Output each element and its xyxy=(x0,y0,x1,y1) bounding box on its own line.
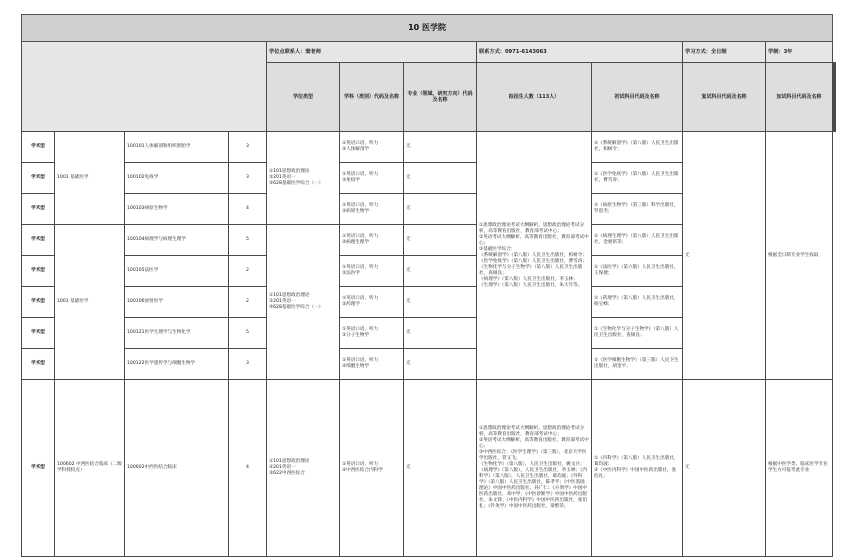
study-mode: 学习方式：全日制 xyxy=(683,42,766,63)
header-degree-type: 学位类型 xyxy=(267,63,340,132)
retest-subjects: ①英语口语、听力 ②人体解剖学 xyxy=(340,132,404,163)
prelim-subjects: ①101思想政治理论 ②201英语一 ③628基础医学综合（一） xyxy=(267,132,340,225)
blank-corner xyxy=(22,42,267,132)
header-extra-code: 加试科目代码及名称 xyxy=(766,63,833,132)
duration: 学制：3年 xyxy=(766,42,833,63)
header-enroll: 拟招生人数（113人） xyxy=(477,63,592,132)
extra-subjects: 无 xyxy=(404,225,477,256)
extra-subjects: 无 xyxy=(404,194,477,225)
major-cell: 100105法医学 xyxy=(125,256,229,287)
degree-type: 学术型 xyxy=(22,194,55,225)
enroll-count: 2 xyxy=(229,287,267,318)
note-cell: 根据中医学类、临床医学专业学生方可报考此专业 xyxy=(766,380,833,557)
retest-subjects: ①英语口语、听力 ②病原生物学 xyxy=(340,194,404,225)
table-row xyxy=(22,380,836,557)
prelim-references: ①思想政治理论考试大纲解析，思想政治理论考试分析，高等教育出版社，教育部考试中心； ②英语考试大纲解析，高等教育出版社，教育部考试中心； ③中西医综合：《医学生理学》（第三版），北京大学医学出版社，管又飞； 《生物化学》（第八版），人民卫生出版社，姚文兵；《病理学》（第八版），人民卫生出版社，李玉林；《内科学》（第八版），人民卫生出版社，葛均波；《外科学》（第八版）人民卫生出版社，陈孝平；《中医基础理论》中国中医药出版社，孙广仁；《方剂学》中国中医药出版社，邓中甲；《中医诊断学》中国中医药出版社，朱文锋；《中医内科学》中国中医药出版社，张伯礼；《针灸学》中国中医药出版社，梁繁荣。 xyxy=(477,380,592,557)
retest-subjects: ①英语口语、听力 ②法医学 xyxy=(340,256,404,287)
discipline-cell: 100602 中西医结合临床（二级学科授权点） xyxy=(55,380,125,557)
enroll-count: 5 xyxy=(229,225,267,256)
retest-references: ①《法医学》（第六版）人民卫生出版社，王保捷； xyxy=(592,256,683,287)
table-row xyxy=(22,132,836,163)
extra-subjects: 无 xyxy=(404,132,477,163)
admission-table xyxy=(21,14,836,557)
prelim-references: ①思想政治理论考试大纲解析，思想政治理论考试分析，高等教育出版社，教育部考试中心； ②英语考试大纲解析，高等教育出版社，教育部考试中心； ③基础医学综合： 《系统解剖学》（第八版）人民卫生出版社，柏树令； 《医学免疫学》（第八版）人民卫生出版社，曹雪涛； 《生物化学与分子生物学》（第八版）人民卫生出版社，查锡良； 《病理学》（第八版）人民卫生出版社，李玉林； 《生理学》（第八版）人民卫生出版社，朱大年等。 xyxy=(477,132,592,380)
header-discipline: 学科（类别）代码及名称 xyxy=(340,63,404,132)
degree-type: 学术型 xyxy=(22,225,55,256)
retest-subjects: ①英语口语、听力 ②细胞生物学 xyxy=(340,349,404,380)
enroll-count: 5 xyxy=(229,318,267,349)
extra-subjects: 无 xyxy=(404,349,477,380)
major-cell: 100122医学遗传学与细胞生物学 xyxy=(125,349,229,380)
degree-type: 学术型 xyxy=(22,132,55,163)
retest-references: ①《医学免疫学》（第八版）人民卫生出版社，曹雪涛； xyxy=(592,163,683,194)
retest-references: ①《生物化学与分子生物学》（第八版）人民卫生出版社，查锡良； xyxy=(592,318,683,349)
retest-references: ①《内科学》（第八版）人民卫生出版社，葛均波； ②《中医内科学》中国中医药出版社，张伯礼； xyxy=(592,380,683,557)
enroll-count: 3 xyxy=(229,132,267,163)
header-major: 专业（领域、研究方向）代码及名称 xyxy=(404,63,477,132)
retest-subjects: ①英语口语、听力 ②分子生物学 xyxy=(340,318,404,349)
retest-references: ①《药理学》（第八版）人民卫生出版社，杨宝峰； xyxy=(592,287,683,318)
degree-type: 学术型 xyxy=(22,287,55,318)
extra-subjects: 无 xyxy=(404,287,477,318)
major-cell: 100101人体解剖和组织胚胎学 xyxy=(125,132,229,163)
header-note xyxy=(835,63,836,132)
retest-references: ①《医学细胞生物学》（第三版）人民卫生出版社，胡金平； xyxy=(592,349,683,380)
extra-subjects: 无 xyxy=(404,380,477,557)
extra-subjects: 无 xyxy=(404,256,477,287)
prelim-subjects: ①101思想政治理论 ②201英语一 ③628基础医学综合（一） xyxy=(267,225,340,380)
major-cell: 100103病原生物学 xyxy=(125,194,229,225)
contact-info: 学位点联系人：窦老师 xyxy=(267,42,477,63)
enroll-count: 2 xyxy=(229,256,267,287)
phone-info: 联系方式：0971-6143063 xyxy=(477,42,683,63)
degree-type: 学术型 xyxy=(22,380,55,557)
extra-references: 无 xyxy=(683,380,766,557)
major-cell: 100602中西医结合临床 xyxy=(125,380,229,557)
discipline-cell: 1001 基础医学 xyxy=(55,225,125,380)
retest-references: ①《系统解剖学》（第八版）人民卫生出版社，柏树令； xyxy=(592,132,683,163)
major-cell: 100102免疫学 xyxy=(125,163,229,194)
major-cell: 100106放射医学 xyxy=(125,287,229,318)
enroll-count: 4 xyxy=(229,380,267,557)
enroll-count: 4 xyxy=(229,194,267,225)
major-cell: 100121医学生理学与生物化学 xyxy=(125,318,229,349)
retest-subjects: ①英语口语、听力 ②免疫学 xyxy=(340,163,404,194)
retest-subjects: ①英语口语、听力 ②中西医结合内科学 xyxy=(340,380,404,557)
degree-type: 学术型 xyxy=(22,163,55,194)
discipline-cell: 1001 基础医学 xyxy=(55,132,125,225)
enroll-count: 3 xyxy=(229,163,267,194)
degree-type: 学术型 xyxy=(22,256,55,287)
retest-subjects: ①英语口语、听力 ②病理生理学 xyxy=(340,225,404,256)
page-title: 10 医学院 xyxy=(22,15,833,42)
degree-type: 学术型 xyxy=(22,349,55,380)
retest-subjects: ①英语口语、听力 ②药理学 xyxy=(340,287,404,318)
extra-subjects: 无 xyxy=(404,163,477,194)
major-cell: 100104病理学与病理生理学 xyxy=(125,225,229,256)
extra-references: 无 xyxy=(683,132,766,380)
note-cell: 根据全日制专业学生收取 xyxy=(766,132,833,380)
header-retest-code: 复试科目代码及名称 xyxy=(683,63,766,132)
prelim-subjects: ①101思想政治理论 ②201英语一 ③622中西医综合 xyxy=(267,380,340,557)
retest-references: ①《病原生物学》（第三版）科学出版社，罗恩杰； xyxy=(592,194,683,225)
admission-sheet xyxy=(21,14,836,557)
degree-type: 学术型 xyxy=(22,318,55,349)
extra-subjects: 无 xyxy=(404,318,477,349)
retest-references: ①《病理生理学》（第八版）人民卫生出版社，金惠铭等； xyxy=(592,225,683,256)
enroll-count: 3 xyxy=(229,349,267,380)
header-prelim-code: 初试科目代码及名称 xyxy=(592,63,683,132)
